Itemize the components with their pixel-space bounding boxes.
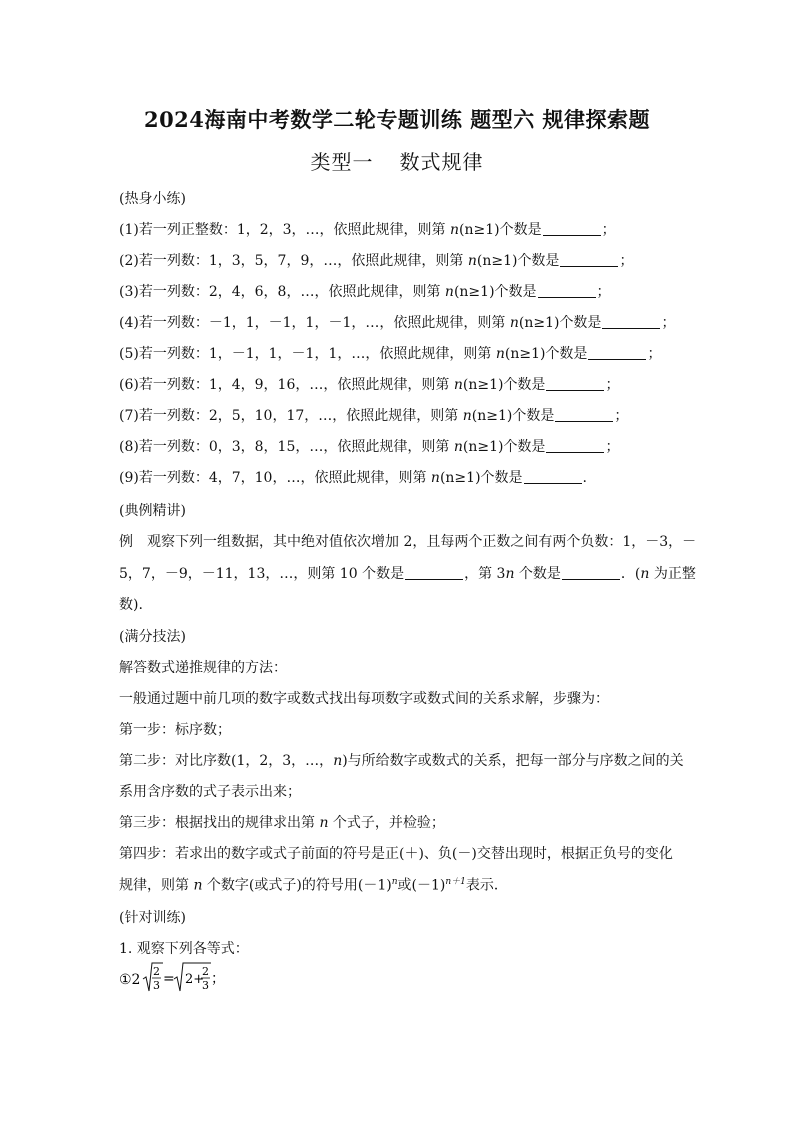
example-line-1: 例 观察下列一组数据，其中绝对值依次增加 2，且每两个正数之间有两个负数：1，－3，－ (119, 534, 697, 550)
method-step-1: 第一步：标序数； (119, 722, 231, 738)
answer-blank[interactable] (562, 565, 620, 580)
answer-blank[interactable] (560, 252, 618, 267)
answer-blank[interactable] (602, 314, 660, 329)
method-step-4: 第四步：若求出的数字或式子前面的符号是正(＋)、负(－)交替出现时，根据正负号的变化 (119, 846, 673, 862)
method-step-2: 第二步：对比序数(1，2，3，…，n)与所给数字或数式的关系，把每一部分与序数之间的关 (119, 753, 684, 769)
frac-den: 3 (202, 979, 209, 992)
answer-blank[interactable] (405, 565, 463, 580)
method-line: 解答数式递推规律的方法： (119, 660, 287, 676)
warmup-heading: (热身小练) (119, 191, 186, 207)
method-step-3: 第三步：根据找出的规律求出第 n 个式子，并检验； (119, 815, 445, 831)
frac-num: 2 (153, 965, 160, 978)
example-line-3: 数). (119, 597, 143, 613)
warmup-item: (9)若一列数：4，7，10，…，依照此规律，则第 n(n≥1)个数是 . (119, 470, 587, 486)
warmup-item: (3)若一列数：2，4，6，8，…，依照此规律，则第 n(n≥1)个数是 ； (119, 284, 611, 300)
example-heading: (典例精讲) (119, 503, 186, 519)
warmup-item: (8)若一列数：0，3，8，15，…，依照此规律，则第 n(n≥1)个数是 ； (119, 439, 620, 455)
practice-question-1: 1. 观察下列各等式： (119, 941, 249, 957)
warmup-item: (4)若一列数：－1，1，－1，1，－1，…，依照此规律，则第 n(n≥1)个数是 ； (119, 315, 676, 331)
eq-end: ； (211, 971, 225, 987)
method-line: 一般通过题中前几项的数字或数式找出每项数字或数式间的关系求解，步骤为： (119, 691, 609, 707)
example-line-2: 5，7，－9，－11，13，…，则第 10 个数是 ，第 3n 个数是 ．(n 为正整 (119, 566, 696, 582)
eq-mark: ①2 (119, 972, 141, 988)
answer-blank[interactable] (543, 221, 601, 236)
answer-blank[interactable] (546, 376, 604, 391)
page-title: 2024海南中考数学二轮专题训练 题型六 规律探索题 (143, 107, 651, 132)
answer-blank[interactable] (555, 407, 613, 422)
equals-sign: = (163, 971, 175, 987)
warmup-item: (2)若一列数：1，3，5，7，9，…，依照此规律，则第 n(n≥1)个数是 ； (119, 253, 634, 269)
method-line: 系用含序数的式子表示出来； (119, 784, 301, 800)
frac-num: 2 (202, 965, 209, 978)
method-line: 规律，则第 n 个数字(或式子)的符号用$(-1)^n$或$(-1)^{n+1}$表示． (119, 877, 508, 894)
answer-blank[interactable] (546, 438, 604, 453)
subtitle-topic: 数式规律 (399, 150, 484, 174)
equation-1-svg (119, 958, 239, 1000)
warmup-item: (7)若一列数：2，5，10，17，…，依照此规律，则第 n(n≥1)个数是 ； (119, 408, 629, 424)
frac-den: 3 (153, 979, 160, 992)
practice-heading: (针对训练) (119, 910, 186, 926)
warmup-item: (6)若一列数：1，4，9，16，…，依照此规律，则第 n(n≥1)个数是 ； (119, 377, 620, 393)
section-subtitle (0, 146, 794, 175)
subtitle-type: 类型一 (310, 150, 374, 174)
answer-blank[interactable] (588, 345, 646, 360)
eq-inner: 2+ (185, 972, 205, 987)
warmup-item: (5)若一列数：1，－1，1，－1，1，…，依照此规律，则第 n(n≥1)个数是 ； (119, 346, 662, 362)
answer-blank[interactable] (538, 283, 596, 298)
warmup-item: (1)若一列正整数：1，2，3，…，依照此规律，则第 n(n≥1)个数是 ； (119, 222, 616, 238)
method-heading: (满分技法) (119, 629, 186, 645)
answer-blank[interactable] (524, 469, 582, 484)
